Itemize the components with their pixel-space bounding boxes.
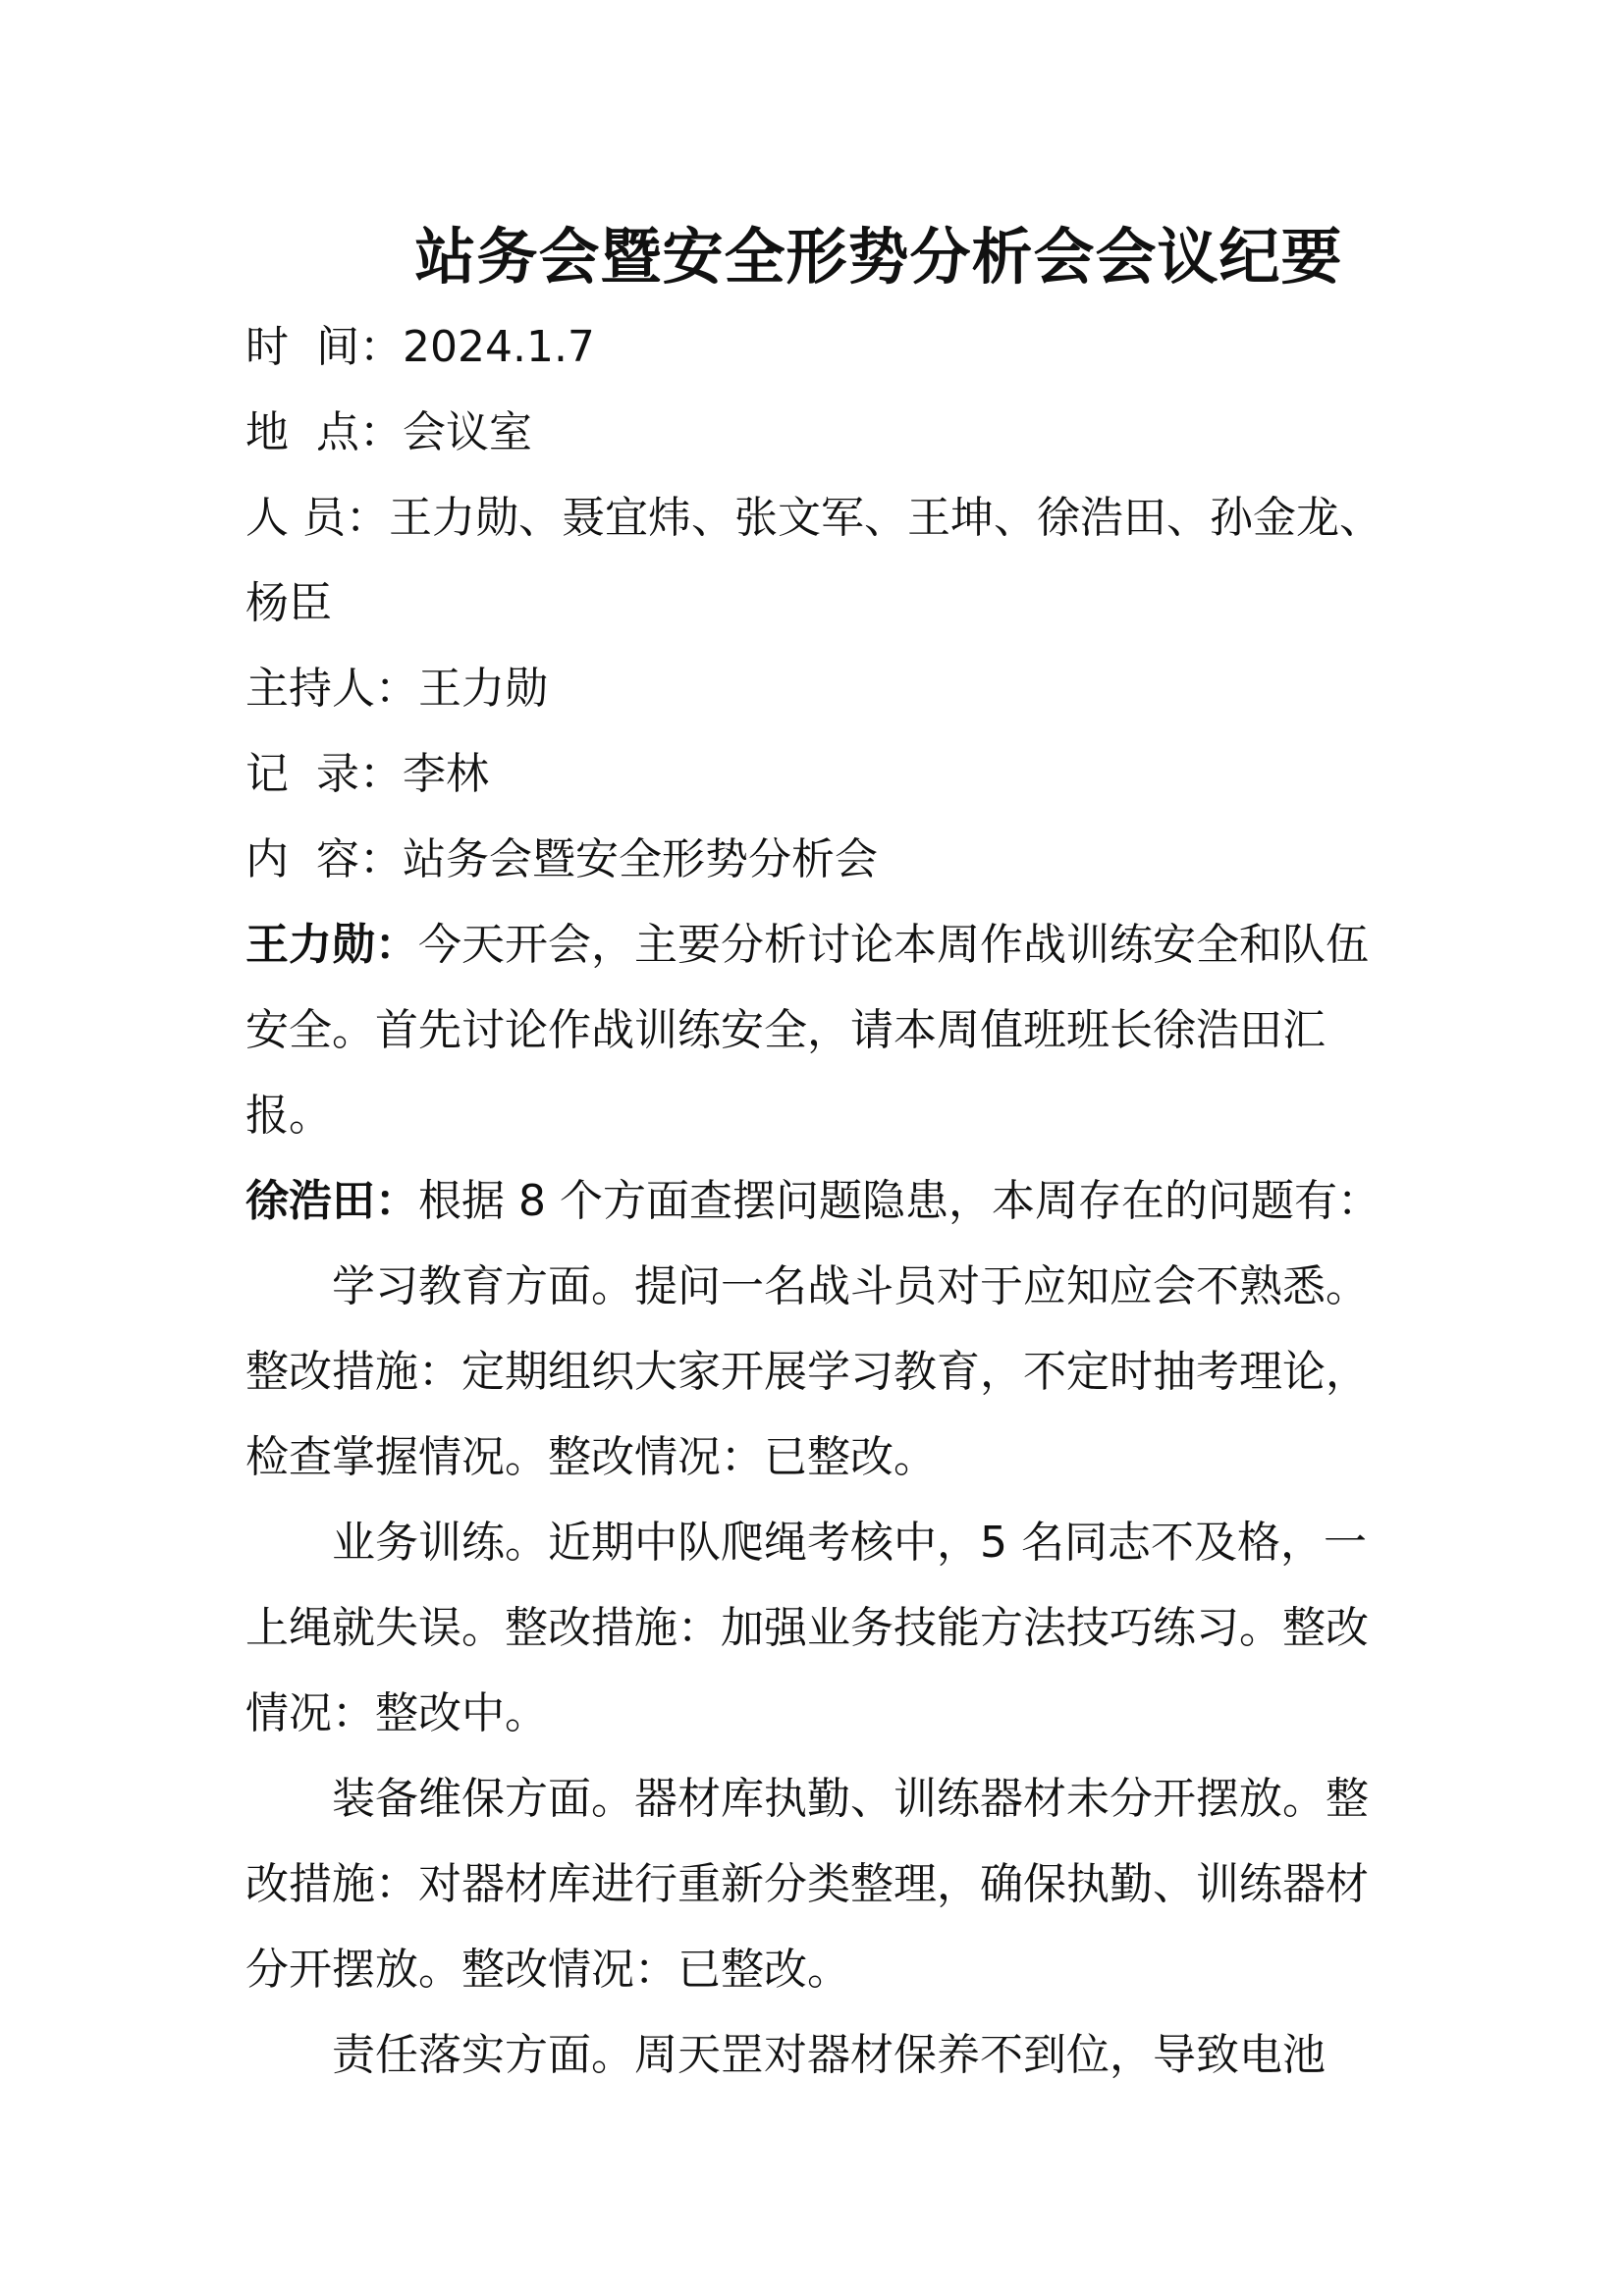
meta-place-value: 会议室 xyxy=(402,407,532,457)
speech-paragraph xyxy=(245,1158,1394,1244)
meta-attendees-value: 王力勋、聂宜炜、张文军、王坤、徐浩田、孙金龙、杨臣 xyxy=(245,493,1382,628)
meta-host-label: 主持人： xyxy=(245,664,418,714)
speech-text: 根据 8 个方面查摆问题隐患，本周存在的问题有： xyxy=(418,1176,1380,1226)
meta-place xyxy=(245,390,1394,475)
meta-recorder-value: 李林 xyxy=(402,749,489,799)
speech-text: 今天开会，主要分析讨论本周作战训练安全和队伍安全。首先讨论作战训练安全，请本周值班班长徐浩田汇报。 xyxy=(245,920,1369,1141)
meta-host-value: 王力勋 xyxy=(418,664,548,714)
issue-item: 装备维保方面。器材库执勤、训练器材未分开摆放。整改措施：对器材库进行重新分类整理，确保执勤、训练器材分开摆放。整改情况：已整改。 xyxy=(245,1774,1369,1995)
speech-paragraph xyxy=(245,902,1394,1158)
meta-time-label: 时 间： xyxy=(245,322,403,372)
meta-content-label: 内 容： xyxy=(245,834,403,884)
meta-content-value: 站务会暨安全形势分析会 xyxy=(402,834,878,884)
meta-attendees xyxy=(245,475,1394,646)
meta-place-label: 地 点： xyxy=(245,407,403,457)
meta-time xyxy=(245,304,1394,390)
meta-content xyxy=(245,817,1394,902)
meta-time-value: 2024.1.7 xyxy=(402,322,595,372)
issue-item: 责任落实方面。周天罡对器材保养不到位，导致电池 xyxy=(332,2030,1326,2080)
issue-item: 业务训练。近期中队爬绳考核中，5 名同志不及格，一上绳就失误。整改措施：加强业务技能方法技巧练习。整改情况：整改中。 xyxy=(245,1518,1369,1738)
meta-recorder xyxy=(245,731,1394,817)
issue-item: 学习教育方面。提问一名战斗员对于应知应会不熟悉。整改措施：定期组织大家开展学习教育，不定时抽考理论，检查掌握情况。整改情况：已整改。 xyxy=(245,1261,1369,1482)
meta-host xyxy=(245,646,1394,731)
meta-attendees-label: 人 员： xyxy=(245,493,389,543)
document-body xyxy=(245,304,1394,2098)
meta-recorder-label: 记 录： xyxy=(245,749,403,799)
document-title: 站务会暨安全形势分析会会议纪要 xyxy=(414,221,1343,293)
speaker-name: 王力勋： xyxy=(245,920,418,970)
speaker-name: 徐浩田： xyxy=(245,1176,418,1226)
